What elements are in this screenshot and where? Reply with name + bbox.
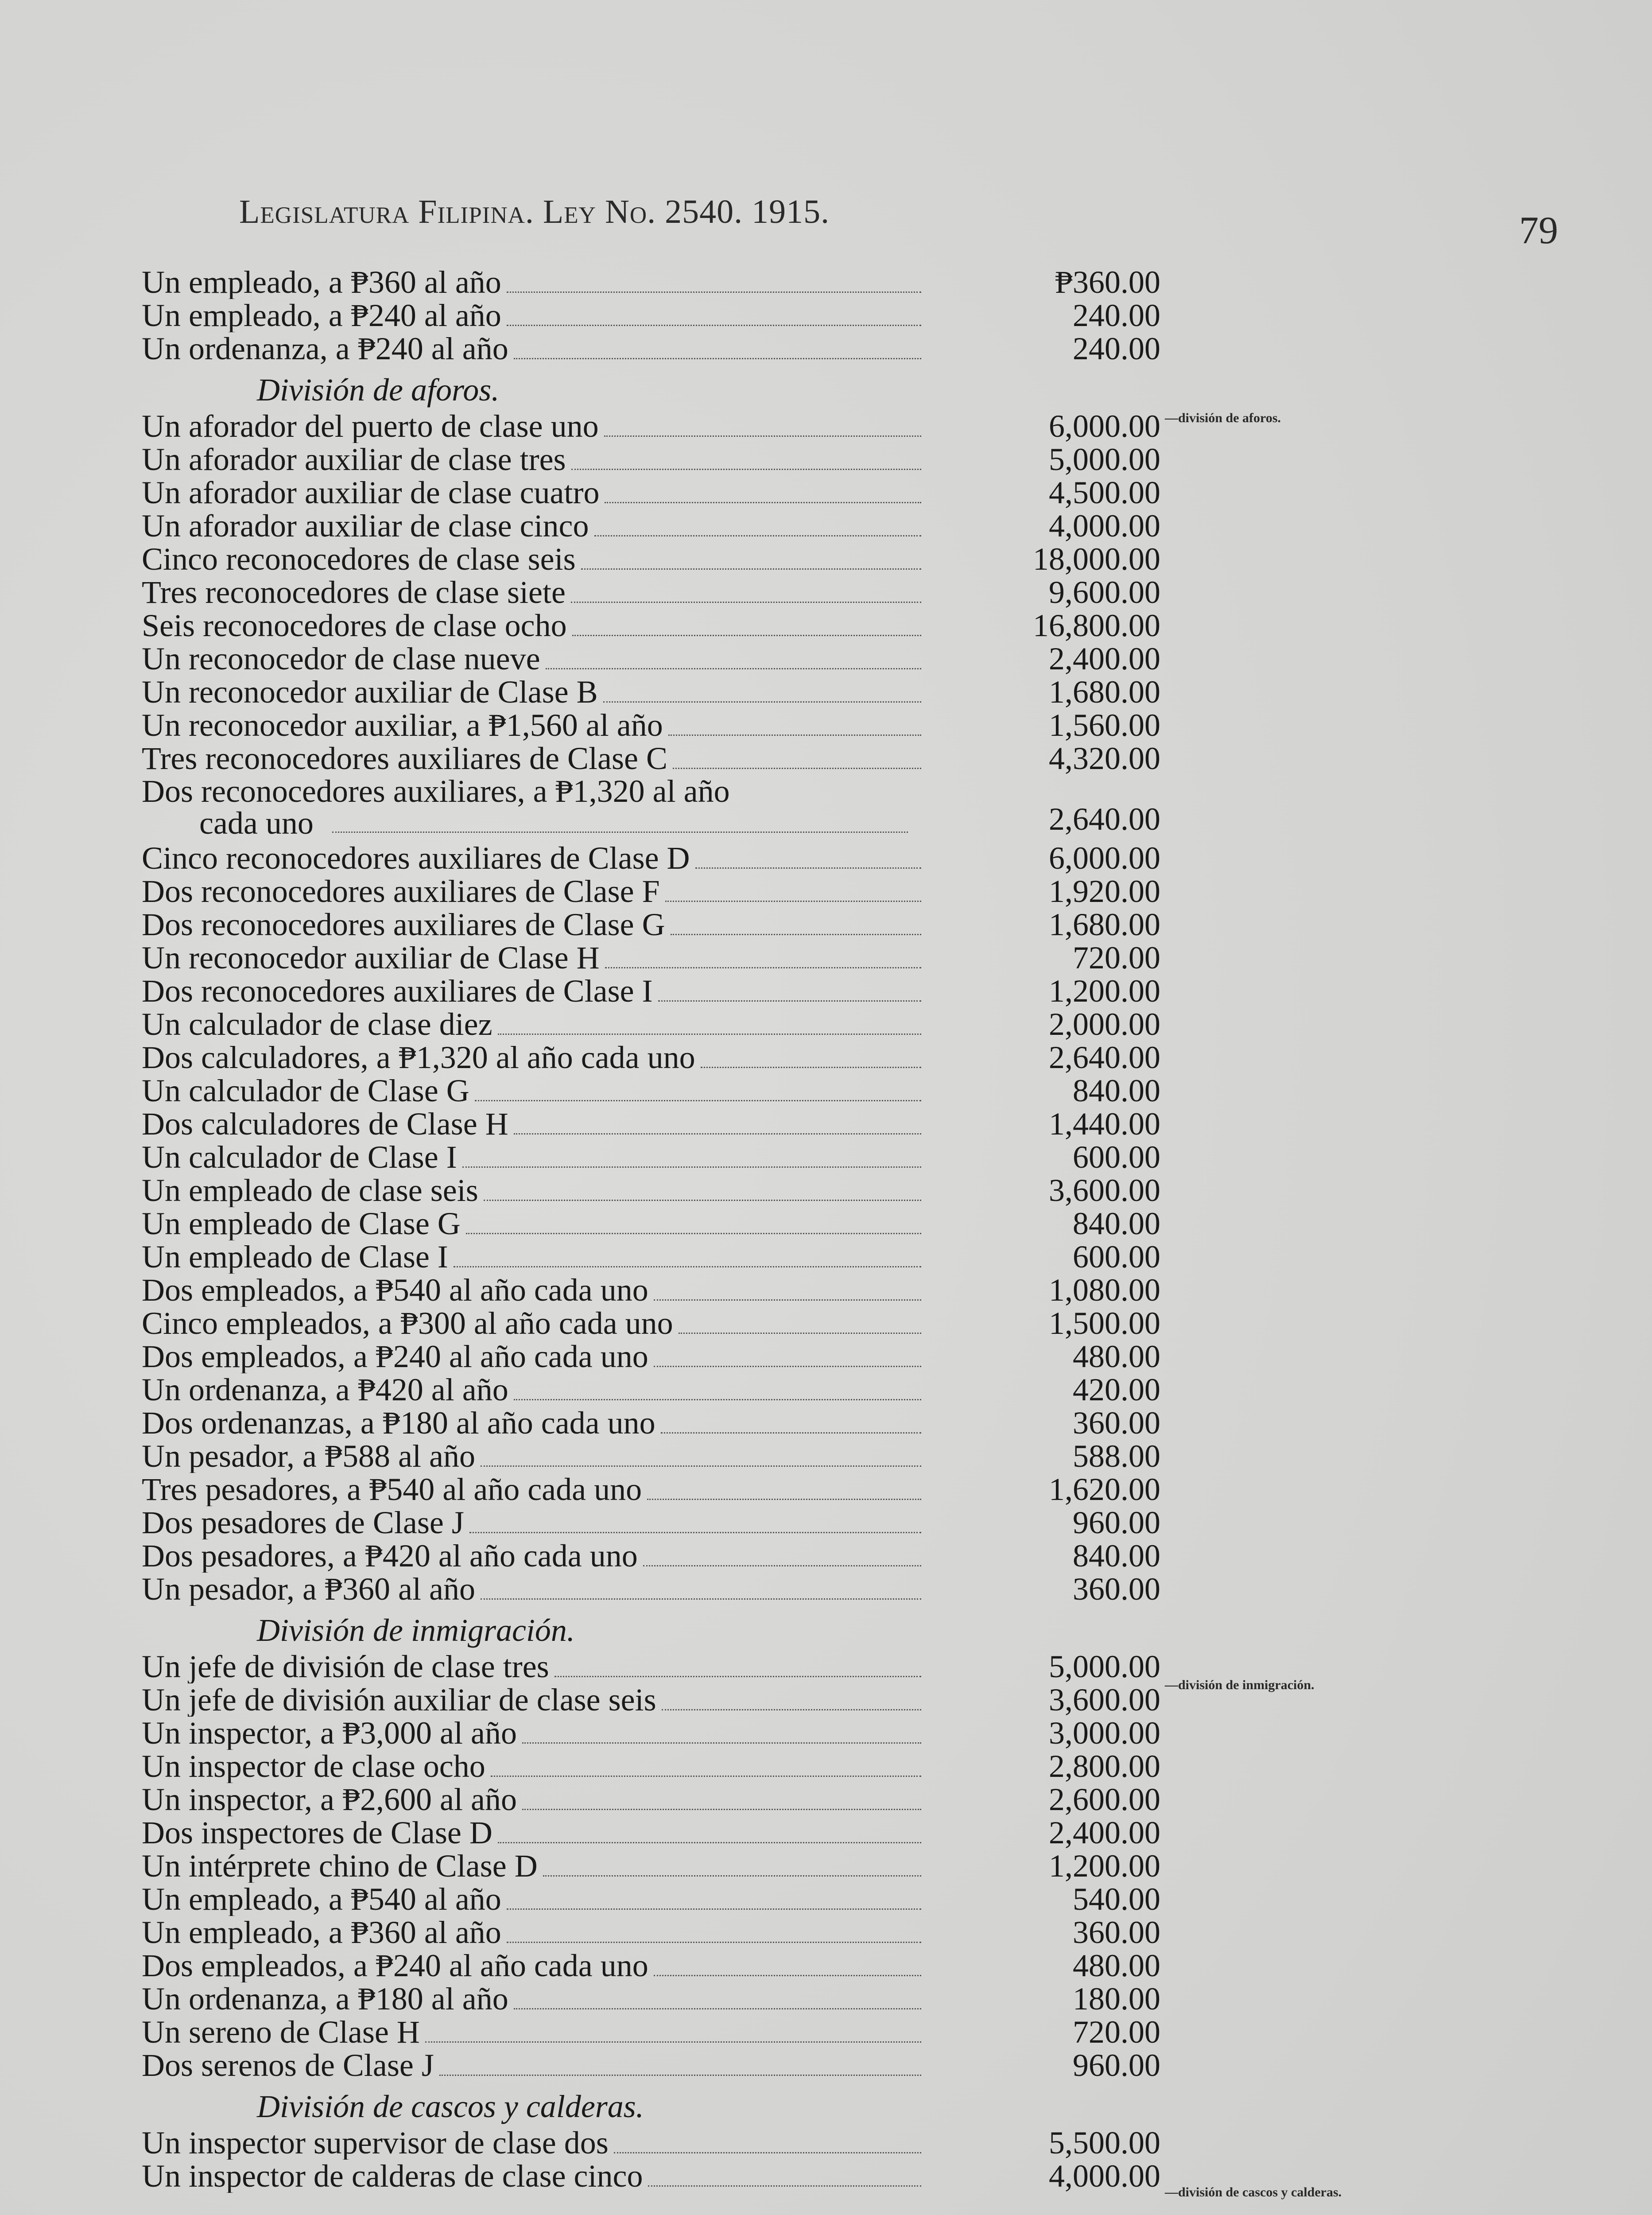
margin-note-aforos: —división de aforos. bbox=[1165, 411, 1281, 425]
entry-label: Un inspector, a ₱3,000 al año bbox=[142, 1717, 517, 1750]
list-item bbox=[142, 1274, 1160, 1307]
entry-amount: 4,000.00 bbox=[1049, 2158, 1160, 2194]
list-item bbox=[142, 1573, 1160, 1606]
entry-group-top bbox=[142, 266, 1160, 365]
list-item bbox=[142, 443, 1160, 476]
entry-label: Un empleado de clase seis bbox=[142, 1174, 478, 1207]
section-heading-cascos bbox=[142, 2082, 1160, 2126]
entry-label: Dos serenos de Clase J bbox=[142, 2049, 434, 2082]
dot-leader bbox=[605, 501, 921, 503]
entry-label: Un reconocedor auxiliar, a ₱1,560 al año bbox=[142, 709, 663, 742]
entry-label: Dos calculadores de Clase H bbox=[142, 1108, 508, 1141]
list-item bbox=[142, 1240, 1160, 1274]
entry-amount: 4,000.00 bbox=[1049, 508, 1160, 544]
dot-leader bbox=[507, 324, 921, 326]
list-item bbox=[142, 642, 1160, 676]
list-item bbox=[142, 1174, 1160, 1207]
dot-leader bbox=[668, 734, 921, 736]
list-item bbox=[142, 576, 1160, 609]
dot-leader bbox=[658, 999, 921, 1002]
running-header: Legislatura Filipina. Ley No. 2540. 1915. bbox=[239, 193, 830, 230]
dot-leader bbox=[679, 1332, 921, 1334]
dot-leader bbox=[701, 1066, 921, 1068]
entry-label: Cinco empleados, a ₱300 al año cada uno bbox=[142, 1307, 673, 1340]
entry-label: Dos inspectores de Clase D bbox=[142, 1816, 492, 1850]
entry-amount: 600.00 bbox=[1073, 1139, 1160, 1175]
entry-label: Un aforador auxiliar de clase tres bbox=[142, 443, 566, 476]
entry-amount: 2,640.00 bbox=[1049, 801, 1160, 837]
margin-note-cascos: —división de cascos y calderas. bbox=[1165, 2185, 1342, 2199]
entry-amount: 240.00 bbox=[1073, 331, 1160, 366]
entry-label: Un intérprete chino de Clase D bbox=[142, 1850, 538, 1883]
dot-leader bbox=[571, 468, 921, 470]
entry-label: Un sereno de Clase H bbox=[142, 2016, 420, 2049]
entry-amount: 360.00 bbox=[1073, 1405, 1160, 1441]
list-item bbox=[142, 941, 1160, 975]
entry-amount: 3,600.00 bbox=[1049, 1173, 1160, 1208]
dot-leader bbox=[572, 634, 921, 636]
entry-group-aforos bbox=[142, 410, 1160, 775]
dot-leader bbox=[498, 1033, 921, 1035]
entry-amount: 5,000.00 bbox=[1049, 442, 1160, 477]
list-item bbox=[142, 1108, 1160, 1141]
entry-amount: 2,640.00 bbox=[1049, 1040, 1160, 1075]
entry-label: Un reconocedor de clase nueve bbox=[142, 642, 540, 676]
entry-amount: 16,800.00 bbox=[1033, 608, 1160, 643]
dot-leader bbox=[462, 1166, 921, 1168]
list-item bbox=[142, 1982, 1160, 2016]
dot-leader bbox=[571, 601, 921, 603]
section-title: División de aforos. bbox=[257, 372, 500, 408]
entry-amount: 4,500.00 bbox=[1049, 475, 1160, 510]
entry-label: Un empleado de Clase G bbox=[142, 1207, 461, 1240]
entry-amount: 360.00 bbox=[1073, 1915, 1160, 1950]
list-item bbox=[142, 1041, 1160, 1074]
entry-amount: 6,000.00 bbox=[1049, 408, 1160, 444]
entry-amount: 2,800.00 bbox=[1049, 1749, 1160, 1784]
list-item bbox=[142, 2016, 1160, 2049]
dot-leader bbox=[654, 1974, 921, 1976]
list-item bbox=[142, 1750, 1160, 1783]
entry-label: Un aforador auxiliar de clase cuatro bbox=[142, 476, 600, 509]
list-item bbox=[142, 1074, 1160, 1108]
dot-leader bbox=[695, 867, 921, 869]
entry-label: Un reconocedor auxiliar de Clase H bbox=[142, 941, 600, 975]
list-item bbox=[142, 2160, 1160, 2193]
entry-label: Tres reconocedores auxiliares de Clase C bbox=[142, 742, 667, 775]
dot-leader bbox=[514, 1132, 921, 1135]
entry-label: Seis reconocedores de clase ocho bbox=[142, 609, 567, 642]
dot-leader bbox=[543, 1874, 921, 1877]
section-title: División de inmigración. bbox=[257, 1613, 575, 1648]
dot-leader bbox=[614, 2151, 921, 2153]
entry-amount: 3,600.00 bbox=[1049, 1682, 1160, 1718]
entry-amount: 840.00 bbox=[1073, 1538, 1160, 1574]
dot-leader bbox=[475, 1099, 921, 1101]
entry-label: Dos reconocedores auxiliares de Clase I bbox=[142, 975, 653, 1008]
appropriation-list bbox=[142, 266, 1160, 2193]
list-item bbox=[142, 1949, 1160, 1982]
dot-leader bbox=[522, 1808, 921, 1810]
entry-amount: 960.00 bbox=[1073, 1505, 1160, 1540]
entry-label: Un calculador de Clase G bbox=[142, 1074, 469, 1108]
list-item bbox=[142, 609, 1160, 642]
dot-leader bbox=[604, 435, 921, 437]
entry-amount: 240.00 bbox=[1073, 298, 1160, 333]
entry-group-aforos-continued bbox=[142, 842, 1160, 1606]
dot-leader bbox=[507, 291, 921, 293]
list-item bbox=[142, 1850, 1160, 1883]
list-item bbox=[142, 1783, 1160, 1816]
entry-label: Un calculador de clase diez bbox=[142, 1008, 492, 1041]
entry-amount: 600.00 bbox=[1073, 1239, 1160, 1275]
list-item bbox=[142, 543, 1160, 576]
entry-amount: 840.00 bbox=[1073, 1073, 1160, 1108]
dot-leader bbox=[647, 1498, 921, 1500]
list-item bbox=[142, 410, 1160, 443]
entry-amount: 1,560.00 bbox=[1049, 707, 1160, 743]
list-item bbox=[142, 1883, 1160, 1916]
entry-label bbox=[142, 775, 921, 839]
dot-leader bbox=[491, 1775, 921, 1777]
dot-leader bbox=[643, 1564, 921, 1566]
entry-label: Dos reconocedores auxiliares de Clase F bbox=[142, 875, 660, 908]
entry-label: Un aforador del puerto de clase uno bbox=[142, 410, 599, 443]
entry-amount: 1,920.00 bbox=[1049, 874, 1160, 909]
entry-label: Dos empleados, a ₱240 al año cada uno bbox=[142, 1340, 648, 1373]
margin-note-inmigracion: —división de inmigración. bbox=[1165, 1678, 1315, 1692]
dot-leader bbox=[514, 2007, 921, 2009]
entry-group-cascos bbox=[142, 2126, 1160, 2193]
list-item bbox=[142, 1717, 1160, 1750]
list-item bbox=[142, 1407, 1160, 1440]
dot-leader bbox=[332, 831, 908, 833]
entry-label: Un pesador, a ₱588 al año bbox=[142, 1440, 475, 1473]
entry-amount: 588.00 bbox=[1073, 1438, 1160, 1474]
list-item bbox=[142, 1440, 1160, 1473]
entry-label: Dos pesadores de Clase J bbox=[142, 1506, 464, 1539]
entry-amount: 360.00 bbox=[1073, 1571, 1160, 1607]
dot-leader bbox=[514, 1398, 921, 1400]
dot-leader bbox=[469, 1531, 921, 1533]
dot-leader bbox=[546, 667, 921, 669]
entry-amount: 2,400.00 bbox=[1049, 641, 1160, 676]
entry-amount: 1,080.00 bbox=[1049, 1272, 1160, 1308]
entry-amount: 1,680.00 bbox=[1049, 907, 1160, 942]
entry-amount: 480.00 bbox=[1073, 1948, 1160, 1983]
entry-label: Un inspector supervisor de clase dos bbox=[142, 2126, 609, 2160]
entry-label: Dos reconocedores auxiliares de Clase G bbox=[142, 908, 665, 941]
entry-label: Dos ordenanzas, a ₱180 al año cada uno bbox=[142, 1407, 655, 1440]
dot-leader bbox=[507, 1941, 921, 1943]
entry-label: Un ordenanza, a ₱180 al año bbox=[142, 1982, 508, 2016]
dot-leader bbox=[498, 1841, 921, 1843]
list-item bbox=[142, 299, 1160, 332]
entry-label: Dos empleados, a ₱540 al año cada uno bbox=[142, 1274, 648, 1307]
entry-label: Dos empleados, a ₱240 al año cada uno bbox=[142, 1949, 648, 1982]
entry-amount: 180.00 bbox=[1073, 1981, 1160, 2017]
entry-label: Un inspector, a ₱2,600 al año bbox=[142, 1783, 517, 1816]
list-item bbox=[142, 1008, 1160, 1041]
entry-amount: 5,500.00 bbox=[1049, 2125, 1160, 2161]
list-item bbox=[142, 1916, 1160, 1949]
dot-leader bbox=[439, 2074, 921, 2076]
dot-leader bbox=[661, 1431, 921, 1434]
list-item bbox=[142, 1307, 1160, 1340]
entry-label: Un ordenanza, a ₱420 al año bbox=[142, 1373, 508, 1407]
entry-amount: 18,000.00 bbox=[1033, 541, 1160, 577]
entry-label: Un empleado, a ₱360 al año bbox=[142, 1916, 501, 1949]
entry-label: Un empleado de Clase I bbox=[142, 1240, 448, 1274]
list-item bbox=[142, 1141, 1160, 1174]
entry-label: Un empleado, a ₱540 al año bbox=[142, 1883, 501, 1916]
list-item bbox=[142, 1506, 1160, 1539]
list-item bbox=[142, 476, 1160, 509]
dot-leader bbox=[454, 1265, 921, 1267]
list-item bbox=[142, 676, 1160, 709]
entry-label: Un inspector de clase ocho bbox=[142, 1750, 485, 1783]
entry-amount: 720.00 bbox=[1073, 940, 1160, 975]
entry-label-line1: Dos reconocedores auxiliares, a ₱1,320 al año bbox=[142, 773, 730, 809]
list-item bbox=[142, 1539, 1160, 1573]
list-item bbox=[142, 509, 1160, 543]
entry-amount: 1,680.00 bbox=[1049, 674, 1160, 710]
dot-leader bbox=[425, 2040, 921, 2043]
entry-amount: 2,600.00 bbox=[1049, 1782, 1160, 1817]
dot-leader bbox=[654, 1298, 921, 1301]
dot-leader bbox=[555, 1675, 921, 1677]
list-item bbox=[142, 1373, 1160, 1407]
list-item bbox=[142, 775, 1160, 842]
entry-label: Un aforador auxiliar de clase cinco bbox=[142, 509, 589, 543]
dot-leader bbox=[671, 933, 921, 935]
entry-label: Cinco reconocedores de clase seis bbox=[142, 543, 576, 576]
dot-leader bbox=[581, 567, 921, 570]
entry-label: Un inspector de calderas de clase cinco bbox=[142, 2160, 643, 2193]
entry-amount: ₱360.00 bbox=[1055, 264, 1160, 300]
entry-amount: 1,440.00 bbox=[1049, 1106, 1160, 1142]
list-item bbox=[142, 1207, 1160, 1240]
dot-leader bbox=[673, 767, 921, 769]
section-title: División de cascos y calderas. bbox=[257, 2089, 644, 2124]
list-item bbox=[142, 1683, 1160, 1717]
section-heading-aforos bbox=[142, 365, 1160, 410]
entry-amount: 9,600.00 bbox=[1049, 575, 1160, 610]
entry-label: Un jefe de división auxiliar de clase seis bbox=[142, 1683, 656, 1717]
entry-label: Un ordenanza, a ₱240 al año bbox=[142, 332, 508, 365]
list-item bbox=[142, 2126, 1160, 2160]
entry-amount: 720.00 bbox=[1073, 2014, 1160, 2050]
list-item bbox=[142, 1473, 1160, 1506]
entry-label: Tres pesadores, a ₱540 al año cada uno bbox=[142, 1473, 642, 1506]
entry-group-inmigracion bbox=[142, 1650, 1160, 2082]
entry-label: Un empleado, a ₱240 al año bbox=[142, 299, 501, 332]
entry-amount: 840.00 bbox=[1073, 1206, 1160, 1241]
dot-leader bbox=[484, 1199, 921, 1201]
entry-amount: 5,000.00 bbox=[1049, 1649, 1160, 1684]
entry-amount: 1,500.00 bbox=[1049, 1306, 1160, 1341]
list-item bbox=[142, 742, 1160, 775]
entry-amount: 480.00 bbox=[1073, 1339, 1160, 1374]
list-item bbox=[142, 1340, 1160, 1373]
entry-label: Tres reconocedores de clase siete bbox=[142, 576, 566, 609]
list-item bbox=[142, 975, 1160, 1008]
dot-leader bbox=[514, 357, 921, 359]
dot-leader bbox=[481, 1465, 921, 1467]
entry-label: Cinco reconocedores auxiliares de Clase D bbox=[142, 842, 690, 875]
list-item bbox=[142, 1650, 1160, 1683]
entry-label: Un empleado, a ₱360 al año bbox=[142, 266, 501, 299]
entry-label: Un pesador, a ₱360 al año bbox=[142, 1573, 475, 1606]
dot-leader bbox=[466, 1232, 921, 1234]
entry-amount: 6,000.00 bbox=[1049, 840, 1160, 876]
entry-label: Dos calculadores, a ₱1,320 al año cada uno bbox=[142, 1041, 695, 1074]
entry-amount: 1,620.00 bbox=[1049, 1472, 1160, 1507]
list-item bbox=[142, 1816, 1160, 1850]
dot-leader bbox=[481, 1597, 921, 1600]
entry-label-line2: cada uno bbox=[199, 805, 314, 841]
dot-leader bbox=[665, 900, 921, 902]
dot-leader bbox=[603, 700, 921, 703]
entry-amount: 960.00 bbox=[1073, 2048, 1160, 2083]
list-item bbox=[142, 2049, 1160, 2082]
entry-label: Dos pesadores, a ₱420 al año cada uno bbox=[142, 1539, 638, 1573]
entry-amount: 4,320.00 bbox=[1049, 741, 1160, 776]
list-item bbox=[142, 332, 1160, 365]
list-item bbox=[142, 875, 1160, 908]
list-item bbox=[142, 842, 1160, 875]
dot-leader bbox=[662, 1708, 921, 1710]
dot-leader bbox=[654, 1365, 921, 1367]
dot-leader bbox=[507, 1908, 921, 1910]
entry-label: Un calculador de Clase I bbox=[142, 1141, 457, 1174]
entry-label: Un jefe de división de clase tres bbox=[142, 1650, 549, 1683]
entry-amount: 3,000.00 bbox=[1049, 1715, 1160, 1751]
entry-amount: 540.00 bbox=[1073, 1881, 1160, 1917]
entry-amount: 1,200.00 bbox=[1049, 1848, 1160, 1884]
page-number: 79 bbox=[1519, 209, 1558, 252]
entry-amount: 2,400.00 bbox=[1049, 1815, 1160, 1850]
dot-leader bbox=[648, 2184, 921, 2187]
entry-amount: 1,200.00 bbox=[1049, 973, 1160, 1009]
dot-leader bbox=[605, 966, 921, 968]
entry-amount: 420.00 bbox=[1073, 1372, 1160, 1407]
list-item bbox=[142, 709, 1160, 742]
dot-leader bbox=[594, 534, 921, 536]
dot-leader bbox=[522, 1741, 921, 1744]
entry-label: Un reconocedor auxiliar de Clase B bbox=[142, 676, 598, 709]
section-heading-inmigracion bbox=[142, 1606, 1160, 1650]
list-item bbox=[142, 266, 1160, 299]
entry-amount: 2,000.00 bbox=[1049, 1006, 1160, 1042]
list-item bbox=[142, 908, 1160, 941]
